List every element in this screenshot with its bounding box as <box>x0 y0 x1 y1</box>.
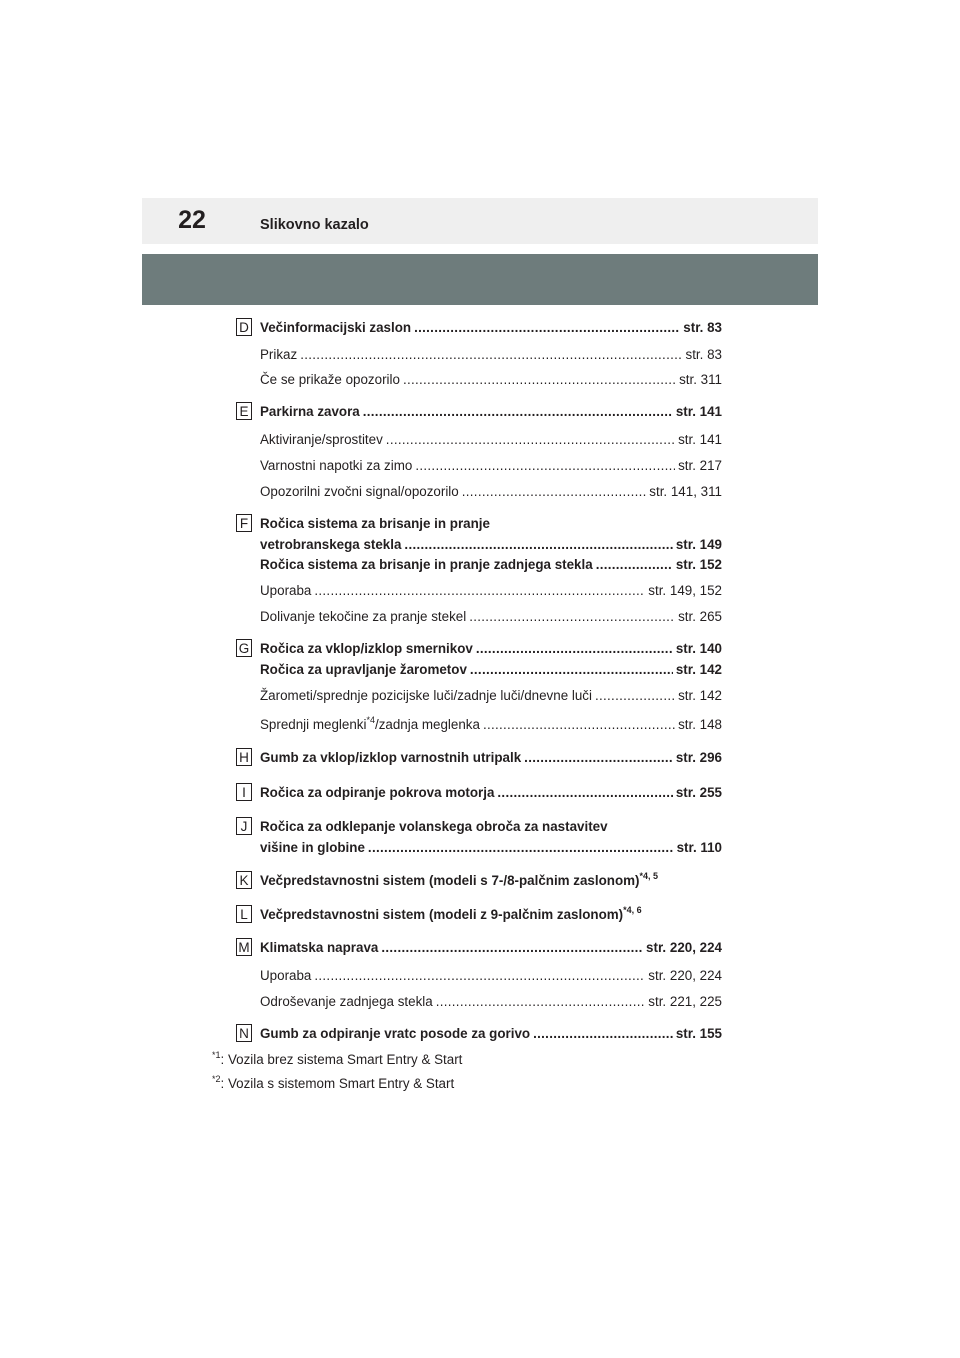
entry-letter-g: G <box>236 639 252 657</box>
entry-e-sub-3 <box>0 484 960 504</box>
entry-m-sub-1 <box>0 968 960 988</box>
page-ref: str. 152 <box>675 557 722 572</box>
entry-letter-d: D <box>236 318 252 336</box>
entry-j-main <box>260 840 722 856</box>
sub-line <box>260 688 722 704</box>
page-ref: str. 255 <box>675 785 722 800</box>
sub-line <box>260 484 722 500</box>
entry-i-main <box>260 785 722 801</box>
page-ref: str. 220, 224 <box>646 940 722 955</box>
page-ref: str. 149 <box>675 537 722 552</box>
entry-d <box>0 320 960 340</box>
entry-title: Parkirna zavora <box>260 404 360 419</box>
entry-n-main <box>260 1026 722 1042</box>
sub-title: Prikaz <box>260 347 298 362</box>
entry-letter-n: N <box>236 1024 252 1042</box>
page-ref: str. 217 <box>678 458 722 473</box>
entry-e-main <box>260 404 722 420</box>
footnote-mark: *4 <box>366 715 375 725</box>
page-ref: str. 83 <box>683 320 722 335</box>
entry-g-main2 <box>260 662 722 678</box>
page-ref: str. 311 <box>679 372 722 387</box>
entry-f-sub-2 <box>0 609 960 629</box>
sub-title-part: /zadnja meglenka <box>374 717 480 732</box>
entry-title: Ročica za odklepanje volanskega obroča za nastavitev <box>260 819 608 834</box>
sub-line <box>260 968 722 984</box>
entry-n <box>0 1026 960 1046</box>
sub-line <box>260 609 722 625</box>
entry-title: Večpredstavnostni sistem (modeli s 7-/8-palčnim zaslonom) <box>260 873 640 888</box>
page-ref: str. 141, 311 <box>649 484 722 499</box>
entry-letter-e: E <box>236 402 252 420</box>
entry-f-main <box>260 537 722 553</box>
entry-f <box>0 516 960 536</box>
sub-title: Žarometi/sprednje pozicijske luči/zadnje luči/dnevne luči <box>260 688 592 703</box>
sub-title-part: Sprednji meglenki <box>260 717 367 732</box>
entry-f-main-2 <box>0 557 960 577</box>
footnote-mark: *4, 5 <box>639 871 659 881</box>
sub-title: Uporaba <box>260 583 312 598</box>
entry-e-sub-1 <box>0 432 960 452</box>
entry-title: Ročica za upravljanje žarometov <box>260 662 467 677</box>
footnote-mark: *4, 6 <box>623 905 642 915</box>
entry-letter-f: F <box>236 514 252 532</box>
page-ref: str. 296 <box>675 750 722 765</box>
sub-title: Če se prikaže opozorilo <box>260 372 400 387</box>
entry-g <box>0 641 960 661</box>
sub-title: Dolivanje tekočine za pranje stekel <box>260 609 467 624</box>
entry-j <box>0 819 960 839</box>
entry-l <box>0 907 960 927</box>
entry-l-title <box>260 907 642 923</box>
entry-k-title <box>260 873 658 889</box>
footnote-1 <box>212 1052 462 1068</box>
entry-f-sub-1 <box>0 583 960 603</box>
entry-title: Klimatska naprava <box>260 940 379 955</box>
entry-j-main-cont <box>0 840 960 860</box>
sub-title <box>260 717 480 733</box>
entry-g-main-2 <box>0 662 960 682</box>
entry-title: višine in globine <box>260 840 365 855</box>
page-ref: str. 148 <box>678 717 722 732</box>
sub-line <box>260 458 722 474</box>
page-ref: str. 140 <box>675 641 722 656</box>
entry-title: Ročica sistema za brisanje in pranje zadnjega stekla <box>260 557 593 572</box>
sub-title: Varnostni napotki za zimo <box>260 458 413 473</box>
page-ref: str. 142 <box>675 662 722 677</box>
entry-letter-h: H <box>236 748 252 766</box>
sub-line <box>260 994 722 1010</box>
entry-k <box>0 873 960 893</box>
sub-line <box>260 717 722 733</box>
page-ref: str. 155 <box>675 1026 722 1041</box>
entry-title: Gumb za vklop/izklop varnostnih utripalk <box>260 750 522 765</box>
sub-line <box>260 372 722 388</box>
entry-g-sub-1 <box>0 688 960 708</box>
entry-m-main <box>260 940 722 956</box>
entry-d-sub-1 <box>0 347 960 367</box>
footnote-mark: *1 <box>212 1050 221 1060</box>
page-ref: str. 141 <box>678 432 722 447</box>
page-ref: str. 142 <box>678 688 722 703</box>
sub-line <box>260 432 722 448</box>
entry-letter-l: L <box>236 905 252 923</box>
entry-title: Ročica za vklop/izklop smernikov <box>260 641 473 656</box>
entry-e <box>0 404 960 424</box>
page-ref: str. 220, 224 <box>648 968 722 983</box>
footnote-2 <box>212 1076 454 1092</box>
entry-title: Ročica za odpiranje pokrova motorja <box>260 785 495 800</box>
entry-i <box>0 785 960 805</box>
entry-letter-i: I <box>236 783 252 801</box>
page-ref: str. 83 <box>685 347 722 362</box>
page-ref: str. 110 <box>676 840 722 855</box>
entry-title: Ročica sistema za brisanje in pranje <box>260 516 490 531</box>
footnote-text: : Vozila s sistemom Smart Entry & Start <box>220 1076 455 1091</box>
entry-h <box>0 750 960 770</box>
entry-title: Gumb za odpiranje vratc posode za gorivo <box>260 1026 531 1041</box>
section-title: Slikovno kazalo <box>260 217 369 233</box>
entry-g-main <box>260 641 722 657</box>
entry-letter-k: K <box>236 871 252 889</box>
sub-title: Odroševanje zadnjega stekla <box>260 994 433 1009</box>
entry-letter-j: J <box>236 817 252 835</box>
entry-title: Večinformacijski zaslon <box>260 320 412 335</box>
sub-title: Aktiviranje/sprostitev <box>260 432 383 447</box>
entry-f-main-cont <box>0 537 960 557</box>
page-ref: str. 141 <box>675 404 722 419</box>
entry-d-main <box>260 320 722 336</box>
entry-title: Večpredstavnostni sistem (modeli z 9-palčnim zaslonom) <box>260 907 624 922</box>
footnote-mark: *2 <box>212 1074 221 1084</box>
sub-line <box>260 347 722 363</box>
sub-title: Uporaba <box>260 968 312 983</box>
entry-e-sub-2 <box>0 458 960 478</box>
entry-f-main2 <box>260 557 722 573</box>
footnote-text: : Vozila brez sistema Smart Entry & Start <box>220 1052 463 1067</box>
entry-m-sub-2 <box>0 994 960 1014</box>
sub-line <box>260 583 722 599</box>
entry-m <box>0 940 960 960</box>
entry-g-sub-2 <box>0 717 960 737</box>
page-number: 22 <box>178 206 206 234</box>
page-ref: str. 265 <box>678 609 722 624</box>
entry-d-sub-2 <box>0 372 960 392</box>
entry-h-main <box>260 750 722 766</box>
entry-title: vetrobranskega stekla <box>260 537 402 552</box>
page-ref: str. 221, 225 <box>648 994 722 1009</box>
entry-letter-m: M <box>236 938 252 956</box>
page-ref: str. 149, 152 <box>648 583 722 598</box>
sub-title: Opozorilni zvočni signal/opozorilo <box>260 484 459 499</box>
